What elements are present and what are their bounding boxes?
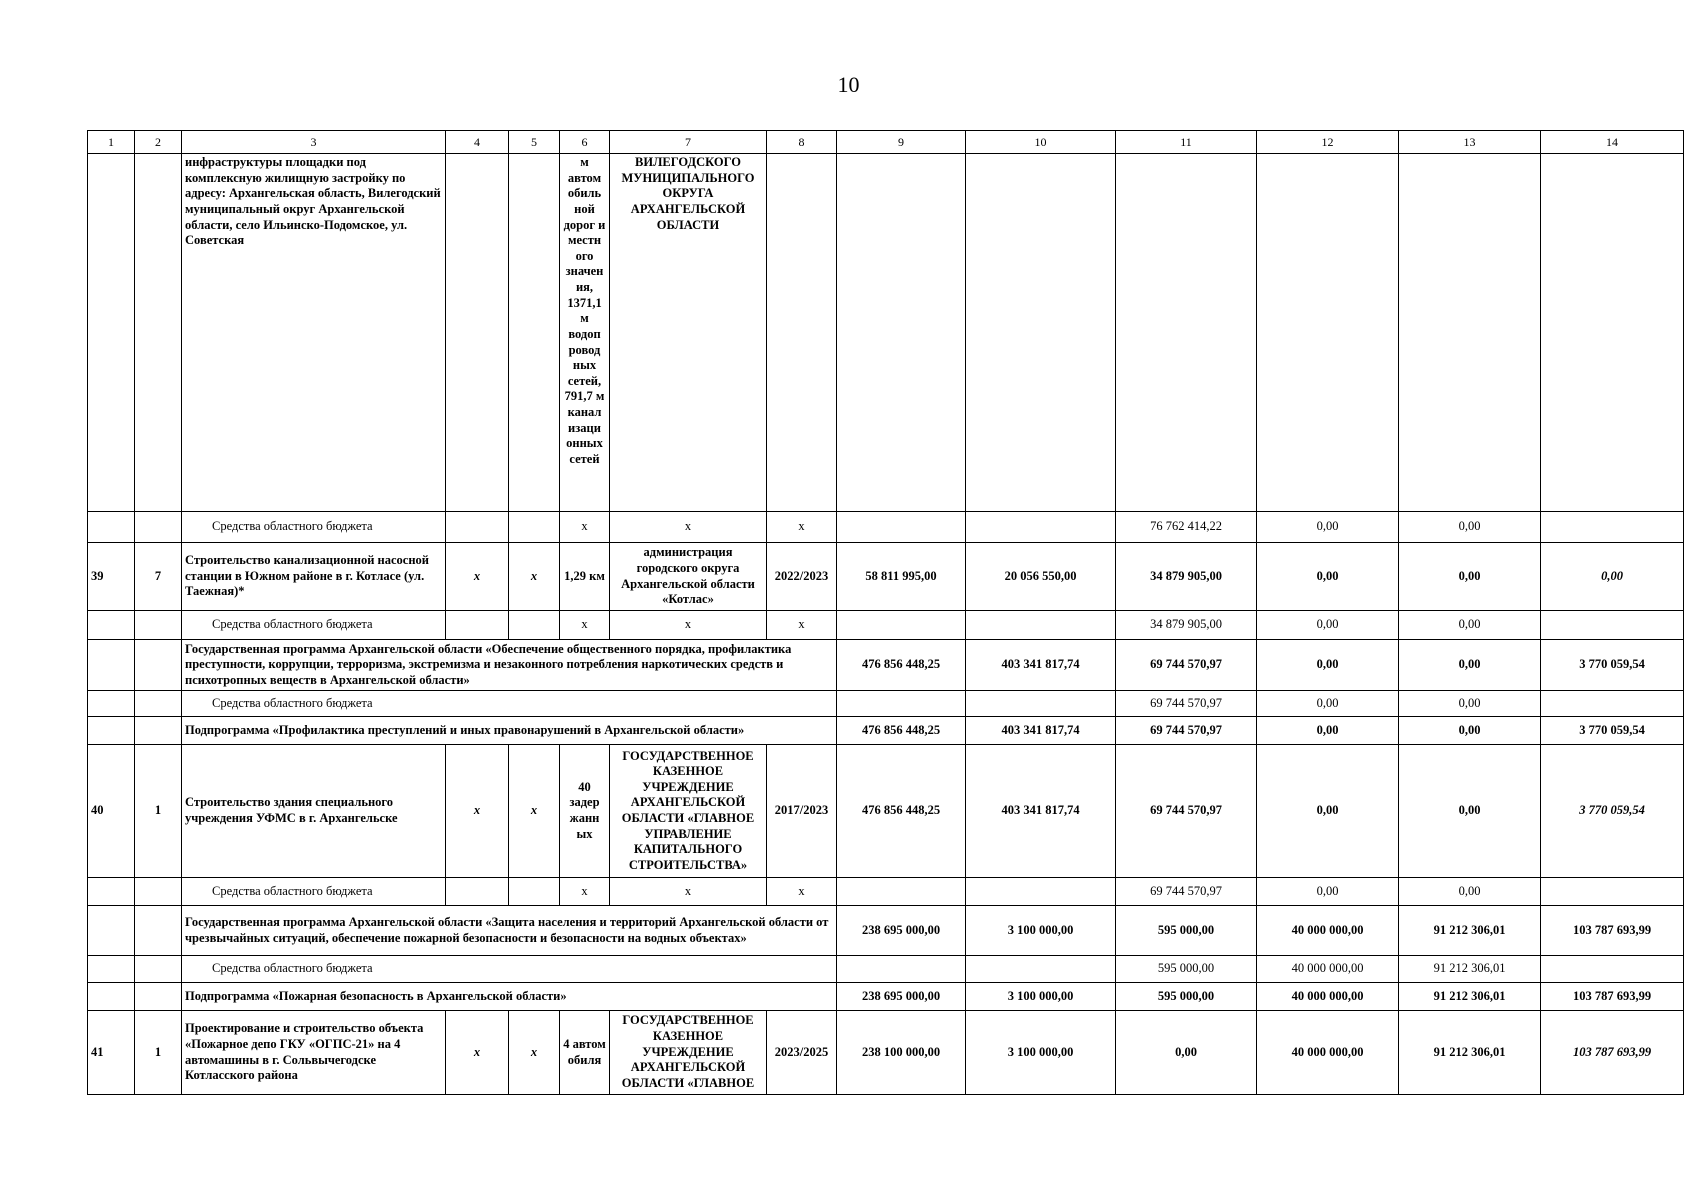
subprogram-name: Подпрограмма «Профилактика преступлений и иных правонарушений в Архангельской области» — [182, 717, 837, 745]
sub-number: 7 — [135, 543, 182, 611]
cell-13: 91 212 306,01 — [1399, 983, 1541, 1011]
x-mark: x — [767, 878, 837, 906]
budget-label: Средства областного бюджета — [182, 878, 446, 906]
cell-11: 595 000,00 — [1116, 983, 1257, 1011]
cell-13: 91 212 306,01 — [1399, 906, 1541, 956]
cell-13: 0,00 — [1399, 543, 1541, 611]
table-row-subprogram — [88, 983, 1684, 1011]
cell-14: 3 770 059,54 — [1541, 745, 1684, 878]
cell-13: 0,00 — [1399, 611, 1541, 640]
cell-12: 40 000 000,00 — [1257, 906, 1399, 956]
cell-9: 238 695 000,00 — [837, 983, 966, 1011]
cell-14: 3 770 059,54 — [1541, 640, 1684, 691]
period: 2022/2023 — [767, 543, 837, 611]
cell-11: 76 762 414,22 — [1116, 512, 1257, 543]
customer: администрация городского округа Архангельской области «Котлас» — [610, 543, 767, 611]
cell-14: 3 770 059,54 — [1541, 717, 1684, 745]
sub-number: 1 — [135, 1011, 182, 1095]
col-header: 1 — [88, 131, 135, 154]
cell-13: 0,00 — [1399, 512, 1541, 543]
cell-13: 0,00 — [1399, 745, 1541, 878]
budget-label: Средства областного бюджета — [182, 691, 837, 717]
table-row-budget — [88, 611, 1684, 640]
sub-number: 1 — [135, 745, 182, 878]
cell-12: 0,00 — [1257, 640, 1399, 691]
budget-label: Средства областного бюджета — [182, 611, 446, 640]
table-row-budget — [88, 512, 1684, 543]
cell-11: 34 879 905,00 — [1116, 611, 1257, 640]
cell-13: 0,00 — [1399, 691, 1541, 717]
customer: ГОСУДАРСТВЕННОЕ КАЗЕННОЕ УЧРЕЖДЕНИЕ АРХАНГЕЛЬСКОЙ ОБЛАСТИ «ГЛАВНОЕ — [610, 1011, 767, 1095]
program-name: Государственная программа Архангельской области «Защита населения и территорий Архангельской области от чрезвычайных ситуаций, обеспечение пожарной безопасности и безопасности на водных объектах» — [182, 906, 837, 956]
capacity: 40 задер жанн ых — [560, 745, 610, 878]
cell-10: 403 341 817,74 — [966, 640, 1116, 691]
cell-11: 69 744 570,97 — [1116, 691, 1257, 717]
row-number: 41 — [88, 1011, 135, 1095]
x-mark: x — [767, 611, 837, 640]
period: 2023/2025 — [767, 1011, 837, 1095]
object-name: Проектирование и строительство объекта «Пожарное депо ГКУ «ОГПС-21» на 4 автомашины в г. Сольвычегодске Котласского района — [182, 1011, 446, 1095]
x-mark: x — [560, 611, 610, 640]
program-name: Государственная программа Архангельской области «Обеспечение общественного порядка, профилактика преступности, коррупции, терроризма, экстремизма и незаконного потребления наркотических средств и психотропных веществ в Архангельской области» — [182, 640, 837, 691]
table-row-subprogram — [88, 717, 1684, 745]
cell-11: 0,00 — [1116, 1011, 1257, 1095]
cell-10: 3 100 000,00 — [966, 906, 1116, 956]
investment-table — [87, 130, 1684, 1095]
table-row-budget — [88, 956, 1684, 983]
cell-9: 238 100 000,00 — [837, 1011, 966, 1095]
cell-14: 103 787 693,99 — [1541, 1011, 1684, 1095]
col-header: 10 — [966, 131, 1116, 154]
col-header: 4 — [446, 131, 509, 154]
col-header: 11 — [1116, 131, 1257, 154]
col-header: 6 — [560, 131, 610, 154]
x-mark: x — [610, 512, 767, 543]
object-name: инфраструктуры площадки под комплексную жилищную застройку по адресу: Архангельская область, Вилегодский муниципальный округ Архангельской области, село Ильинско-Подомское, ул. Советская — [182, 154, 446, 512]
cell-9: 476 856 448,25 — [837, 717, 966, 745]
x-mark: х — [446, 745, 509, 878]
cell-12: 0,00 — [1257, 878, 1399, 906]
x-mark: х — [446, 1011, 509, 1095]
x-mark: х — [509, 543, 560, 611]
customer: ГОСУДАРСТВЕННОЕ КАЗЕННОЕ УЧРЕЖДЕНИЕ АРХАНГЕЛЬСКОЙ ОБЛАСТИ «ГЛАВНОЕ УПРАВЛЕНИЕ КАПИТАЛЬНОГО СТРОИТЕЛЬСТВА» — [610, 745, 767, 878]
cell-11: 595 000,00 — [1116, 956, 1257, 983]
col-header: 3 — [182, 131, 446, 154]
col-header: 14 — [1541, 131, 1684, 154]
row-number: 39 — [88, 543, 135, 611]
table-row-budget — [88, 691, 1684, 717]
col-header: 8 — [767, 131, 837, 154]
customer: ВИЛЕГОДСКОГО МУНИЦИПАЛЬНОГО ОКРУГА АРХАНГЕЛЬСКОЙ ОБЛАСТИ — [610, 154, 767, 512]
column-number-row — [88, 131, 1684, 154]
page-number: 10 — [837, 72, 860, 97]
cell-13: 91 212 306,01 — [1399, 1011, 1541, 1095]
subprogram-name: Подпрограмма «Пожарная безопасность в Архангельской области» — [182, 983, 837, 1011]
x-mark: x — [767, 512, 837, 543]
capacity: 4 автом обиля — [560, 1011, 610, 1095]
cell-13: 91 212 306,01 — [1399, 956, 1541, 983]
cell-9: 238 695 000,00 — [837, 906, 966, 956]
cell-10: 3 100 000,00 — [966, 1011, 1116, 1095]
x-mark: x — [560, 512, 610, 543]
capacity: м автом обиль ной дорог и местн ого значен ия, 1371,1 м водоп ровод ных сетей, 791,7 м канал изаци онных сетей — [560, 154, 610, 512]
cell-12: 40 000 000,00 — [1257, 1011, 1399, 1095]
table-row-project-39 — [88, 543, 1684, 611]
table-row-project-40 — [88, 745, 1684, 878]
cell-11: 69 744 570,97 — [1116, 640, 1257, 691]
cell-11: 69 744 570,97 — [1116, 745, 1257, 878]
cell-12: 0,00 — [1257, 745, 1399, 878]
table-row-project-41 — [88, 1011, 1684, 1095]
cell-14: 103 787 693,99 — [1541, 906, 1684, 956]
cell-12: 0,00 — [1257, 512, 1399, 543]
cell-11: 69 744 570,97 — [1116, 717, 1257, 745]
cell-12: 0,00 — [1257, 717, 1399, 745]
x-mark: x — [610, 878, 767, 906]
table-row-budget — [88, 878, 1684, 906]
cell-12: 0,00 — [1257, 611, 1399, 640]
table-row-program — [88, 906, 1684, 956]
cell-13: 0,00 — [1399, 640, 1541, 691]
cell-11: 595 000,00 — [1116, 906, 1257, 956]
cell-14: 0,00 — [1541, 543, 1684, 611]
budget-label: Средства областного бюджета — [182, 956, 837, 983]
x-mark: x — [610, 611, 767, 640]
col-header: 9 — [837, 131, 966, 154]
col-header: 2 — [135, 131, 182, 154]
cell-12: 40 000 000,00 — [1257, 956, 1399, 983]
cell-9: 476 856 448,25 — [837, 745, 966, 878]
capacity: 1,29 км — [560, 543, 610, 611]
cell-11: 34 879 905,00 — [1116, 543, 1257, 611]
col-header: 12 — [1257, 131, 1399, 154]
cell-12: 0,00 — [1257, 543, 1399, 611]
period: 2017/2023 — [767, 745, 837, 878]
cell-10: 20 056 550,00 — [966, 543, 1116, 611]
cell-14: 103 787 693,99 — [1541, 983, 1684, 1011]
cell-11: 69 744 570,97 — [1116, 878, 1257, 906]
x-mark: х — [509, 1011, 560, 1095]
col-header: 7 — [610, 131, 767, 154]
row-number: 40 — [88, 745, 135, 878]
table-row-program — [88, 640, 1684, 691]
x-mark: х — [446, 543, 509, 611]
cell-10: 3 100 000,00 — [966, 983, 1116, 1011]
cell-9: 58 811 995,00 — [837, 543, 966, 611]
cell-10: 403 341 817,74 — [966, 717, 1116, 745]
cell-10: 403 341 817,74 — [966, 745, 1116, 878]
cell-13: 0,00 — [1399, 878, 1541, 906]
col-header: 13 — [1399, 131, 1541, 154]
cell-9: 476 856 448,25 — [837, 640, 966, 691]
cell-12: 0,00 — [1257, 691, 1399, 717]
cell-13: 0,00 — [1399, 717, 1541, 745]
col-header: 5 — [509, 131, 560, 154]
budget-label: Средства областного бюджета — [182, 512, 446, 543]
x-mark: x — [560, 878, 610, 906]
x-mark: х — [509, 745, 560, 878]
object-name: Строительство здания специального учреждения УФМС в г. Архангельске — [182, 745, 446, 878]
cell-12: 40 000 000,00 — [1257, 983, 1399, 1011]
object-name: Строительство канализационной насосной станции в Южном районе в г. Котласе (ул. Таежная)* — [182, 543, 446, 611]
table-row-continuation — [88, 154, 1684, 512]
